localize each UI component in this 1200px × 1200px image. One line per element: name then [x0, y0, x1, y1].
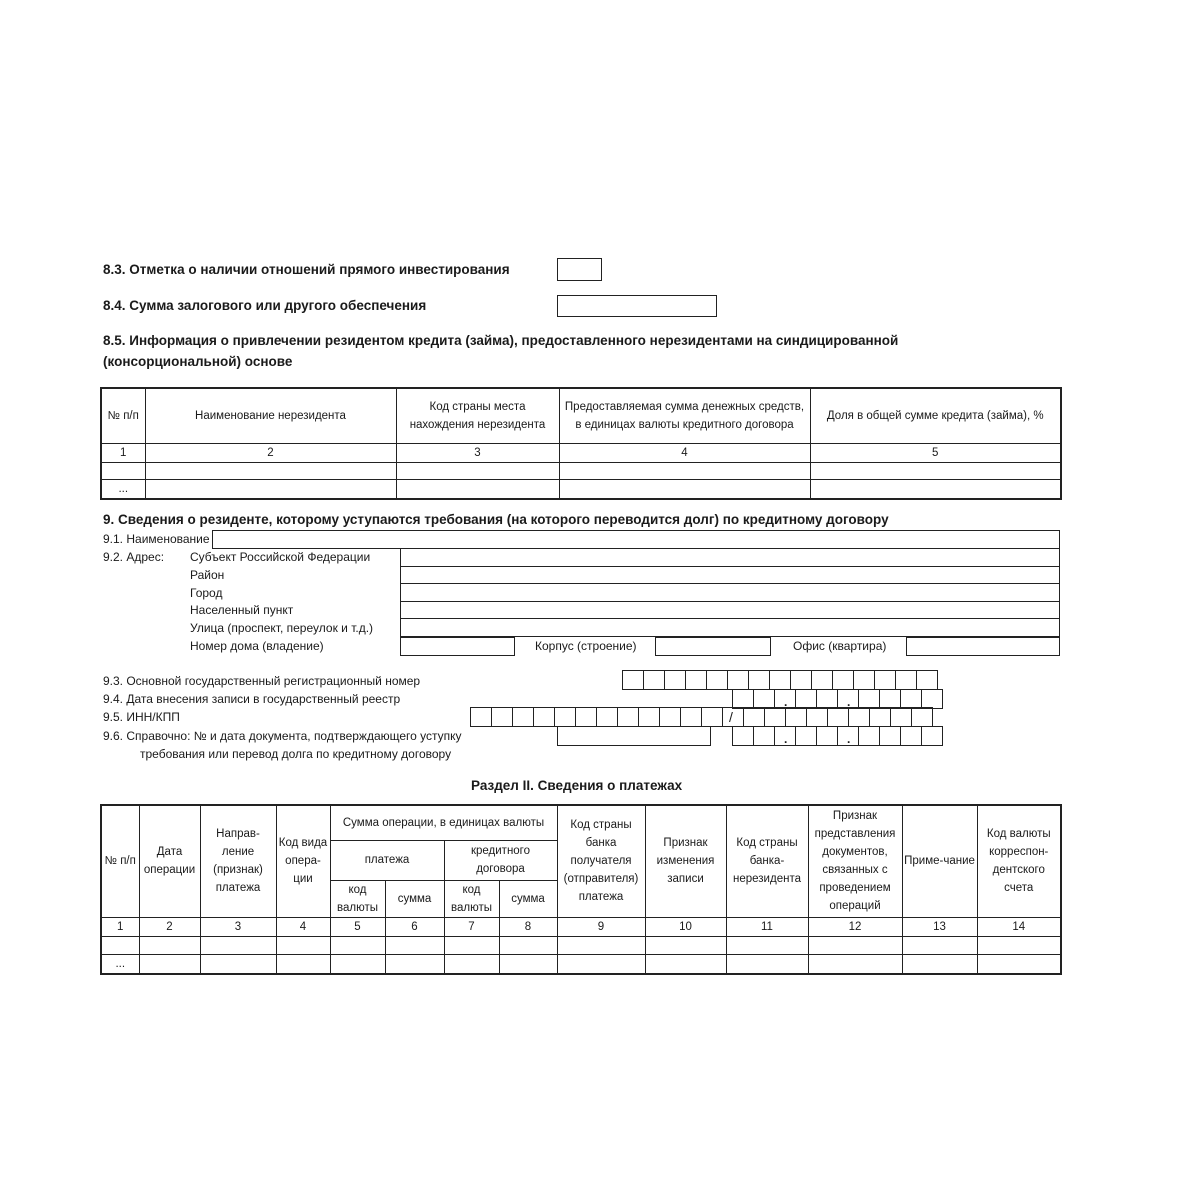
- digit-cell[interactable]: [900, 689, 922, 709]
- digit-cell[interactable]: [827, 707, 849, 727]
- col-num: 1: [101, 443, 145, 462]
- table-row: [101, 479, 1061, 499]
- district-field[interactable]: [401, 566, 1060, 584]
- label-9-2: 9.2. Адрес:: [103, 550, 165, 564]
- table-cell[interactable]: [499, 954, 557, 974]
- ogrn-cells: [622, 670, 938, 690]
- digit-cell[interactable]: [664, 670, 686, 690]
- col-header-operation-sum: Сумма операции, в единицах валюты: [330, 805, 557, 840]
- inn-kpp-cells: [470, 707, 933, 727]
- collateral-amount-field[interactable]: [557, 295, 717, 317]
- digit-cell[interactable]: [874, 670, 896, 690]
- label-locality: Населенный пункт: [190, 603, 294, 617]
- table-cell[interactable]: [810, 479, 1061, 499]
- korpus-field[interactable]: [655, 637, 771, 656]
- table-cell[interactable]: [977, 954, 1061, 974]
- digit-cell[interactable]: [706, 670, 728, 690]
- col-header-amount: Предоставляемая сумма денежных средств, в единицах валюты кредитного договора: [559, 388, 810, 443]
- digit-cell[interactable]: [727, 670, 749, 690]
- label-house: Номер дома (владение): [190, 639, 324, 653]
- table-cell[interactable]: [396, 479, 559, 499]
- digit-cell[interactable]: [816, 726, 838, 746]
- registry-date-cells: [732, 689, 943, 709]
- digit-cell[interactable]: [575, 707, 597, 727]
- table-cell[interactable]: [276, 936, 330, 954]
- payments-table: [100, 804, 1062, 975]
- table-header-row: [101, 805, 1061, 840]
- house-field[interactable]: [400, 637, 515, 656]
- table-cell[interactable]: [645, 936, 726, 954]
- digit-cell[interactable]: [895, 670, 917, 690]
- table-cell[interactable]: [557, 936, 645, 954]
- label-street: Улица (проспект, переулок и т.д.): [190, 621, 374, 635]
- digit-cell[interactable]: [795, 689, 817, 709]
- col-header-credit-contract: кредитного договора: [444, 840, 557, 880]
- table-cell[interactable]: [559, 462, 810, 479]
- table-row: [101, 462, 1061, 479]
- col-num: 10: [645, 917, 726, 936]
- digit-cell[interactable]: [753, 689, 775, 709]
- digit-cell[interactable]: [790, 670, 812, 690]
- col-header-corr-currency: Код валюты корреспон-дентского счета: [977, 805, 1061, 917]
- col-num: 4: [559, 443, 810, 462]
- col-num: 5: [810, 443, 1061, 462]
- row-ellipsis: ...: [101, 479, 145, 499]
- digit-cell[interactable]: [916, 670, 938, 690]
- table-cell[interactable]: [499, 936, 557, 954]
- label-9-4: 9.4. Дата внесения записи в государственный реестр: [103, 692, 401, 706]
- digit-cell[interactable]: [764, 707, 786, 727]
- col-num: 5: [330, 917, 385, 936]
- digit-cell[interactable]: [921, 726, 943, 746]
- digit-cell[interactable]: [900, 726, 922, 746]
- col-header-currency-code: код валюты: [330, 880, 385, 917]
- address-grid: [400, 548, 1060, 637]
- table-cell[interactable]: [385, 954, 444, 974]
- document-number-field[interactable]: [557, 726, 711, 746]
- locality-field[interactable]: [401, 601, 1060, 619]
- digit-cell[interactable]: [858, 726, 880, 746]
- col-num: 2: [145, 443, 396, 462]
- table-cell[interactable]: [557, 954, 645, 974]
- col-header-share: Доля в общей сумме кредита (займа), %: [810, 388, 1061, 443]
- label-9-6-line1: 9.6. Справочно: № и дата документа, подтверждающего уступку: [103, 729, 462, 743]
- label-9-3: 9.3. Основной государственный регистрационный номер: [103, 674, 421, 688]
- digit-cell[interactable]: [701, 707, 723, 727]
- digit-cell[interactable]: [685, 670, 707, 690]
- col-num: 12: [808, 917, 902, 936]
- section-2-title: Раздел II. Сведения о платежах: [471, 778, 683, 793]
- date-separator-cell[interactable]: [774, 726, 796, 746]
- digit-cell[interactable]: [806, 707, 828, 727]
- digit-cell[interactable]: [911, 707, 933, 727]
- digit-cell[interactable]: [811, 670, 833, 690]
- column-number-row: [101, 443, 1061, 462]
- label-9-1: 9.1. Наименование: [103, 532, 210, 546]
- table-cell[interactable]: [559, 479, 810, 499]
- col-num: 14: [977, 917, 1061, 936]
- col-num: 3: [396, 443, 559, 462]
- label-9-5: 9.5. ИНН/КПП: [103, 710, 180, 724]
- label-9-6-line2: требования или перевод долга по кредитному договору: [140, 747, 452, 761]
- col-header-direction: Направ-ление (признак) платежа: [200, 805, 276, 917]
- table-cell[interactable]: [145, 479, 396, 499]
- digit-cell[interactable]: [890, 707, 912, 727]
- table-cell[interactable]: [444, 936, 499, 954]
- table-cell[interactable]: [977, 936, 1061, 954]
- digit-cell[interactable]: [743, 707, 765, 727]
- table-cell[interactable]: [200, 954, 276, 974]
- table-cell[interactable]: [808, 954, 902, 974]
- table-cell[interactable]: [902, 936, 977, 954]
- label-office: Офис (квартира): [793, 639, 887, 653]
- digit-cell[interactable]: [795, 726, 817, 746]
- col-num: 7: [444, 917, 499, 936]
- table-header-row: [101, 388, 1061, 443]
- col-header-note: Приме-чание: [902, 805, 977, 917]
- date-separator-cell[interactable]: [774, 689, 796, 709]
- digit-cell[interactable]: [491, 707, 513, 727]
- col-num: 11: [726, 917, 808, 936]
- table-cell[interactable]: [902, 954, 977, 974]
- col-header-name: Наименование нерезидента: [145, 388, 396, 443]
- digit-cell[interactable]: [622, 670, 644, 690]
- digit-cell[interactable]: [879, 689, 901, 709]
- table-cell[interactable]: [396, 462, 559, 479]
- table-cell[interactable]: [330, 936, 385, 954]
- col-header-amount: сумма: [385, 880, 444, 917]
- digit-cell[interactable]: [617, 707, 639, 727]
- col-num: 9: [557, 917, 645, 936]
- col-header-change-flag: Признак изменения записи: [645, 805, 726, 917]
- heading-8-5-line2: (консорциональной) основе: [103, 354, 293, 369]
- digit-cell[interactable]: [858, 689, 880, 709]
- col-num: 3: [200, 917, 276, 936]
- table-cell[interactable]: [200, 936, 276, 954]
- col-num: 6: [385, 917, 444, 936]
- date-dot: .: [847, 695, 851, 709]
- digit-cell[interactable]: [753, 726, 775, 746]
- col-num: 1: [101, 917, 139, 936]
- label-subject: Субъект Российской Федерации: [190, 550, 371, 564]
- label-district: Район: [190, 568, 225, 582]
- digit-cell[interactable]: [732, 689, 754, 709]
- date-dot: .: [784, 695, 788, 709]
- row-ellipsis: ...: [101, 954, 139, 974]
- digit-cell[interactable]: [879, 726, 901, 746]
- inn-kpp-slash: /: [729, 709, 733, 725]
- digit-cell[interactable]: [853, 670, 875, 690]
- col-header-nonresident-bank: Код страны банка-нерезидента: [726, 805, 808, 917]
- column-number-row: [101, 917, 1061, 936]
- date-dot: .: [847, 732, 851, 746]
- slash-cell[interactable]: [722, 707, 744, 727]
- table-cell[interactable]: [276, 954, 330, 974]
- table-row: [101, 936, 1061, 954]
- col-header-bank-country: Код страны банка получателя (отправителя) платежа: [557, 805, 645, 917]
- table-cell[interactable]: [726, 936, 808, 954]
- date-separator-cell[interactable]: [837, 726, 859, 746]
- digit-cell[interactable]: [769, 670, 791, 690]
- city-field[interactable]: [401, 584, 1060, 602]
- heading-9: 9. Сведения о резиденте, которому уступаются требования (на которого переводится долг) по кредитному договору: [103, 512, 889, 527]
- col-num: 13: [902, 917, 977, 936]
- col-header-documents-flag: Признак представления документов, связанных с проведением операций: [808, 805, 902, 917]
- table-cell[interactable]: [645, 954, 726, 974]
- col-header-currency-code: код валюты: [444, 880, 499, 917]
- digit-cell[interactable]: [512, 707, 534, 727]
- table-cell[interactable]: [139, 936, 200, 954]
- direct-investment-checkbox[interactable]: [557, 258, 602, 281]
- digit-cell[interactable]: [921, 689, 943, 709]
- date-separator-cell[interactable]: [837, 689, 859, 709]
- table-cell[interactable]: [145, 462, 396, 479]
- heading-8-5-line1: 8.5. Информация о привлечении резидентом кредита (займа), предоставленного нерезидентами на синдицированной: [103, 333, 899, 348]
- col-header-num: № п/п: [101, 388, 145, 443]
- col-header-amount: сумма: [499, 880, 557, 917]
- col-header-payment: платежа: [330, 840, 444, 880]
- heading-8-3: 8.3. Отметка о наличии отношений прямого инвестирования: [103, 262, 510, 277]
- digit-cell[interactable]: [596, 707, 618, 727]
- office-field[interactable]: [906, 637, 1060, 656]
- table-cell[interactable]: [385, 936, 444, 954]
- heading-8-4: 8.4. Сумма залогового или другого обеспечения: [103, 298, 427, 313]
- digit-cell[interactable]: [643, 670, 665, 690]
- digit-cell[interactable]: [638, 707, 660, 727]
- col-header-num: № п/п: [101, 805, 139, 917]
- table-cell[interactable]: [808, 936, 902, 954]
- digit-cell[interactable]: [848, 707, 870, 727]
- table-row: [101, 954, 1061, 974]
- street-field[interactable]: [401, 619, 1060, 637]
- document-date-cells: [732, 726, 943, 746]
- digit-cell[interactable]: [748, 670, 770, 690]
- table-cell[interactable]: [726, 954, 808, 974]
- resident-name-field[interactable]: [212, 530, 1060, 549]
- table-cell[interactable]: [101, 462, 145, 479]
- digit-cell[interactable]: [659, 707, 681, 727]
- digit-cell[interactable]: [785, 707, 807, 727]
- date-dot: .: [784, 732, 788, 746]
- syndicate-table: [100, 387, 1062, 500]
- label-korpus: Корпус (строение): [535, 639, 637, 653]
- table-cell[interactable]: [444, 954, 499, 974]
- digit-cell[interactable]: [869, 707, 891, 727]
- col-header-date: Дата операции: [139, 805, 200, 917]
- digit-cell[interactable]: [732, 726, 754, 746]
- digit-cell[interactable]: [533, 707, 555, 727]
- col-num: 4: [276, 917, 330, 936]
- col-header-country: Код страны места нахождения нерезидента: [396, 388, 559, 443]
- digit-cell[interactable]: [554, 707, 576, 727]
- table-cell[interactable]: [330, 954, 385, 974]
- table-cell[interactable]: [139, 954, 200, 974]
- digit-cell[interactable]: [470, 707, 492, 727]
- col-num: 2: [139, 917, 200, 936]
- subject-field[interactable]: [401, 549, 1060, 567]
- col-header-operation-code: Код вида опера-ции: [276, 805, 330, 917]
- table-cell[interactable]: [810, 462, 1061, 479]
- col-num: 8: [499, 917, 557, 936]
- digit-cell[interactable]: [816, 689, 838, 709]
- label-city: Город: [190, 586, 223, 600]
- digit-cell[interactable]: [680, 707, 702, 727]
- table-cell[interactable]: [101, 936, 139, 954]
- digit-cell[interactable]: [832, 670, 854, 690]
